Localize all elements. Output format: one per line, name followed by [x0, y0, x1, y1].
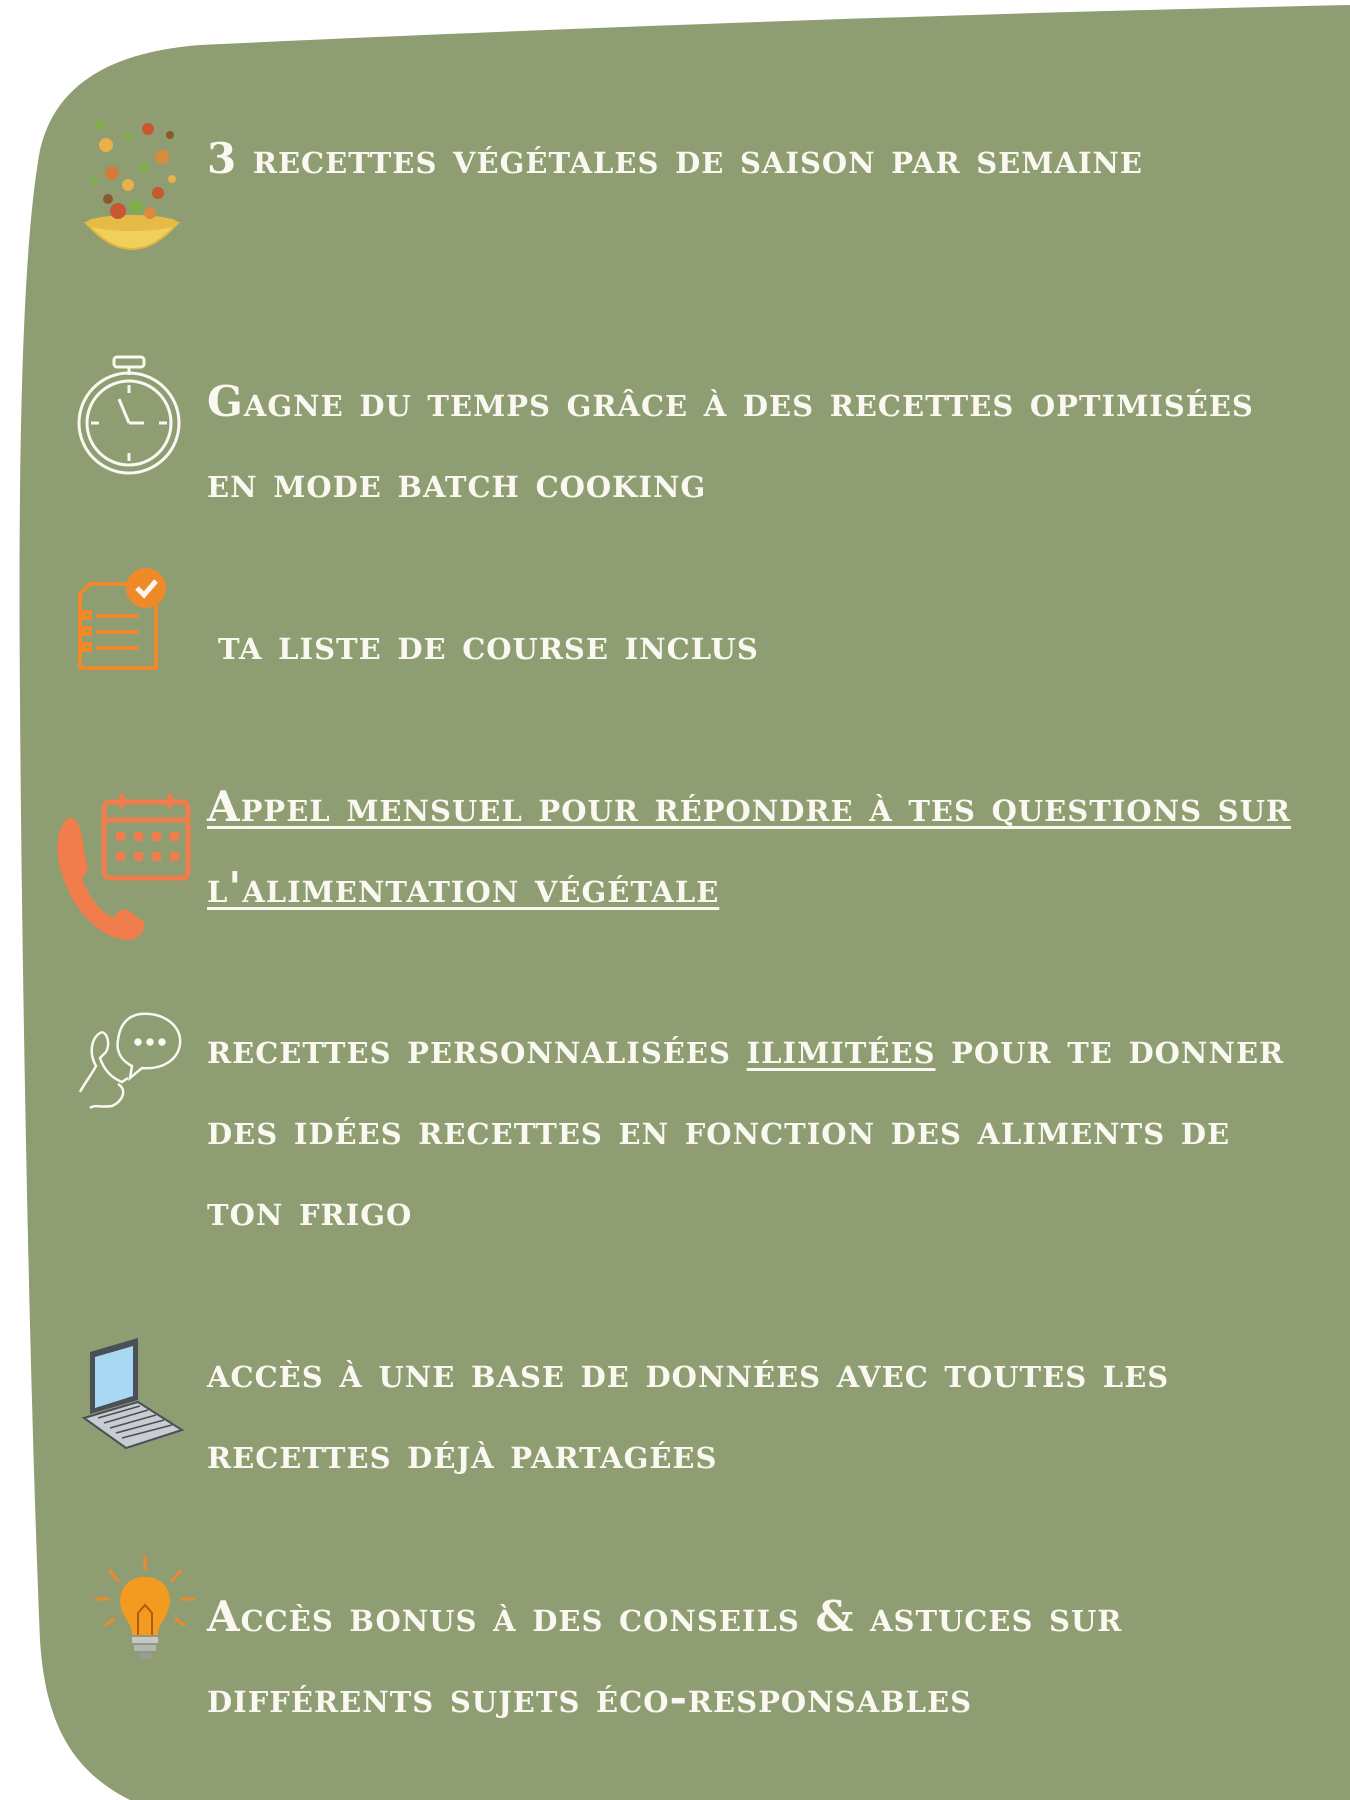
- feature-text: recettes personnalisées ilimitées pour te donner des idées recettes en fonction des aliments de ton frigo: [207, 1024, 1285, 1235]
- feature-text: 3 recettes végétales de saison par semaine: [207, 134, 1144, 183]
- laptop-icon: [80, 1338, 184, 1450]
- feature-text: accès à une base de données avec toutes les recettes déjà partagées: [207, 1348, 1170, 1478]
- chat-call-icon: [78, 1008, 184, 1112]
- lightbulb-icon: [92, 1555, 198, 1667]
- feature-text: Appel mensuel pour répondre à tes questions sur l'alimentation végétale: [207, 782, 1292, 912]
- checklist-icon: [76, 568, 168, 674]
- feature-text: ta liste de course inclus: [218, 620, 759, 669]
- feature-text: Gagne du temps grâce à des recettes optimisées en mode batch cooking: [207, 377, 1254, 507]
- stopwatch-icon: [74, 355, 184, 475]
- phone-calendar-icon: [50, 790, 195, 945]
- feature-text: Accès bonus à des conseils & astuces sur différents sujets éco-responsables: [207, 1592, 1123, 1722]
- unlimited-emphasis: ilimitées: [746, 1024, 936, 1073]
- salad-bowl-icon: [78, 115, 186, 265]
